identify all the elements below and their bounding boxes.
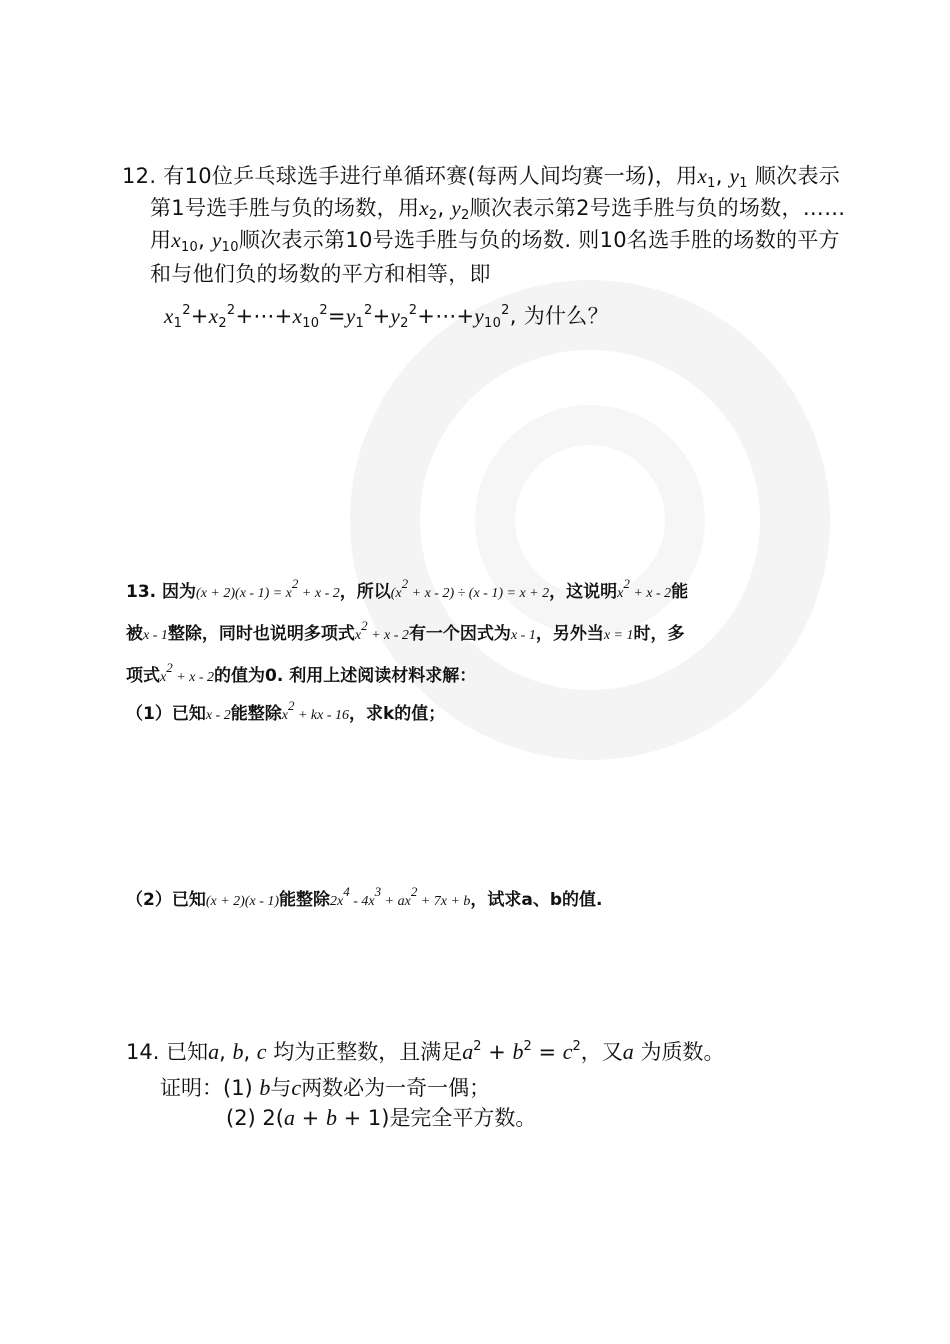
background-watermark	[300, 270, 940, 770]
problem-12-line-1: 12. 有10位乒乓球选手进行单循环赛(每两人间均赛一场)，用$x_1$, $y_1$ 顺次表示	[122, 164, 841, 191]
problem-14-line-2: 证明：(1) b与c两数必为一奇一偶；	[160, 1075, 491, 1100]
problem-12-line-3: 用$x_{10}$, $y_{10}$顺次表示第10号选手胜与负的场数. 则10名选手胜的场数的平方	[150, 228, 840, 255]
problem-13-line-3: 项式$x^2 + x - 2$的值为0. 利用上述阅读材料求解：	[126, 660, 477, 686]
problem-13-line-1: 13. 因为$(x + 2)(x - 1) = x^2 + x - 2$，所以$(x^2 + x - 2) \div (x - 1) = x + 2$，这说明$x^2 + x - 2$能	[126, 576, 689, 602]
problem-12-line-2: 第1号选手胜与负的场数，用$x_2$, $y_2$顺次表示第2号选手胜与负的场数，……	[150, 196, 846, 223]
problem-13-part-1: （1）已知x - 2能整除$x^2$ + kx - 16，求k的值；	[126, 698, 446, 724]
problem-14-line-1: 14. 已知a, b, c 均为正整数，且满足$a^2 + b^2 = c^2$，又a 为质数。	[126, 1039, 725, 1064]
problem-12-line-4: 和与他们负的场数的平方和相等，即	[150, 262, 491, 286]
problem-13-part-2: （2）已知(x + 2)(x - 1)能整除$2x^4 - 4x^3 + ax^2 + 7x + b$，试求a、b的值.	[126, 884, 603, 910]
problem-14-line-3: (2) 2(a + b + 1)是完全平方数。	[226, 1105, 537, 1130]
problem-13-line-2: 被x - 1整除，同时也说明多项式$x^2 + x - 2$有一个因式为x - 1，另外当x = 1时，多	[126, 618, 685, 644]
problem-12-equation: $x_1^2+x_2^2+\cdots+x_{10}^2=y_1^2+y_2^2+\cdots+y_{10}^2$, 为什么？	[164, 303, 609, 331]
